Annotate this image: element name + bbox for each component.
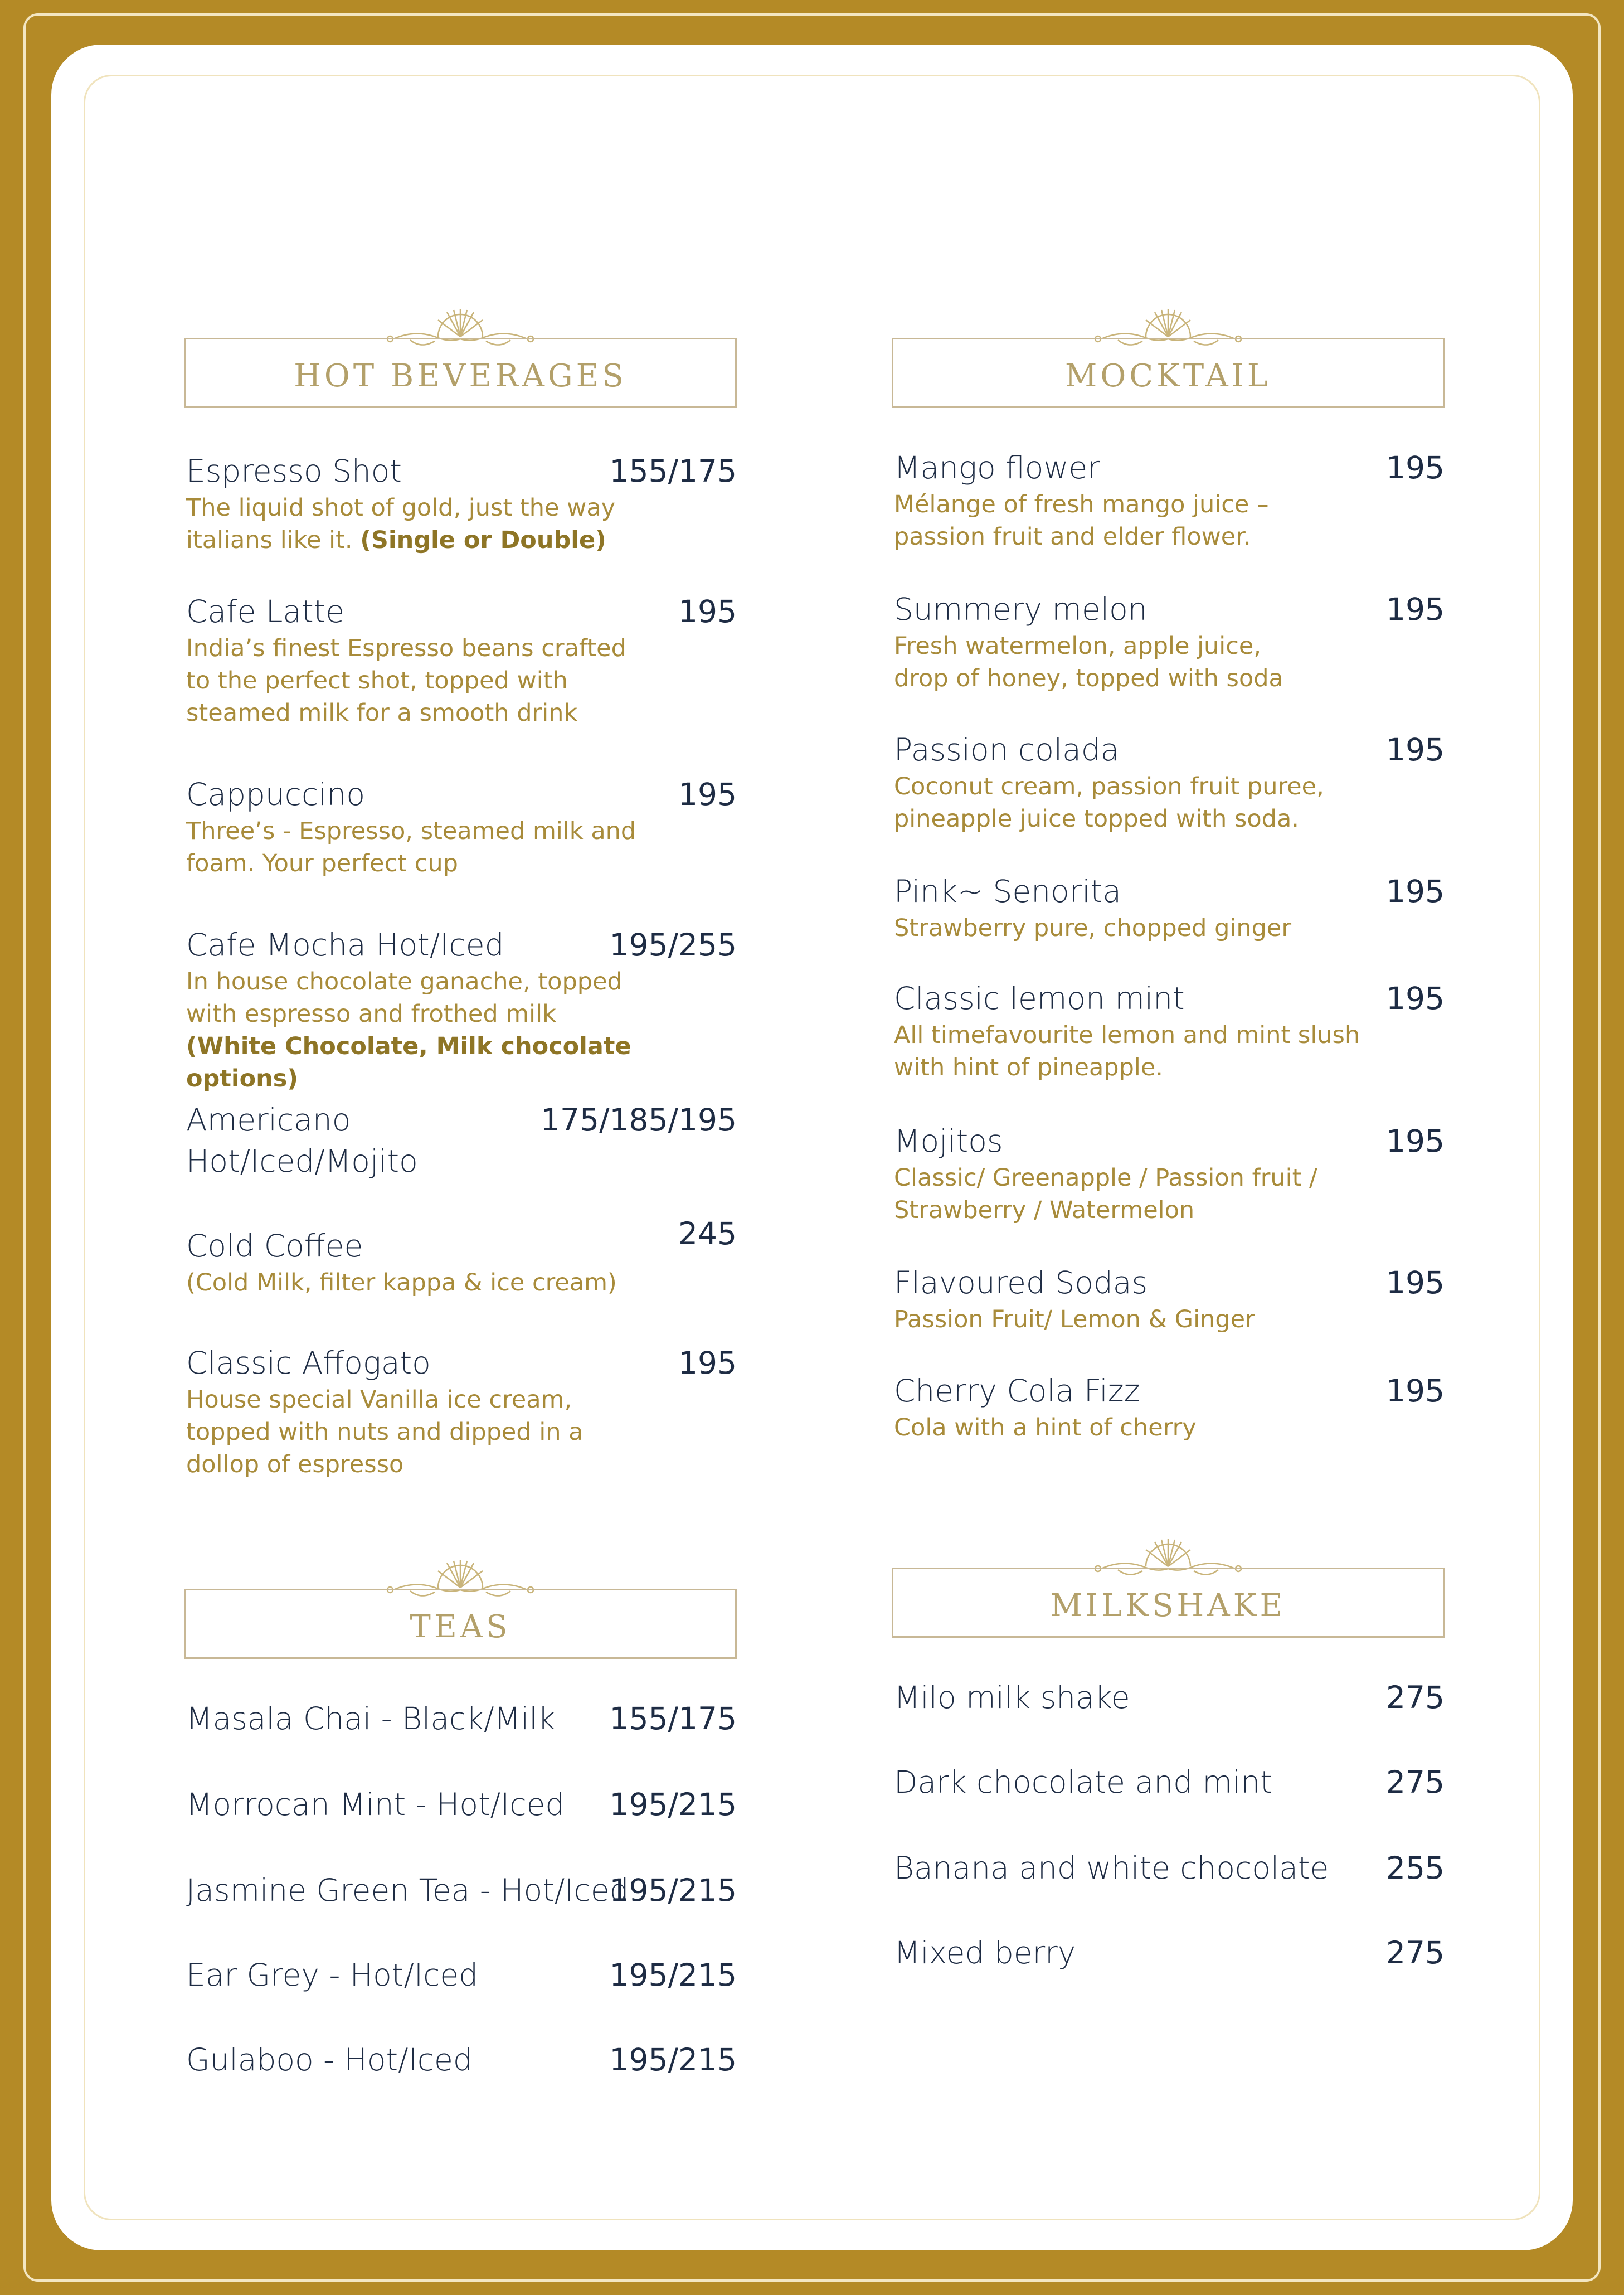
item-name: Cappuccino bbox=[186, 777, 366, 812]
section-title-box bbox=[184, 1589, 737, 1659]
item-name: Jasmine Green Tea - Hot/Iced bbox=[186, 1872, 629, 1908]
description-line: Strawberry pure, chopped ginger bbox=[894, 914, 1292, 942]
item-price: 195/215 bbox=[609, 2042, 737, 2078]
item-name: Espresso Shot bbox=[186, 453, 402, 489]
description-line: italians like it. bbox=[186, 526, 361, 554]
item-name: Americano bbox=[186, 1102, 351, 1138]
description-line: to the perfect shot, topped with bbox=[186, 667, 568, 695]
item-description bbox=[186, 1267, 737, 1299]
section-milkshake bbox=[892, 1531, 1445, 1971]
item-description bbox=[186, 1384, 737, 1481]
item-name: Mixed berry bbox=[894, 1935, 1076, 1971]
description-line: Strawberry / Watermelon bbox=[894, 1196, 1195, 1224]
item-price: 195 bbox=[1386, 732, 1445, 768]
description-line: Coconut cream, passion fruit puree, bbox=[894, 773, 1324, 800]
item-name: Classic lemon mint bbox=[894, 981, 1185, 1016]
item-name: Cafe Latte bbox=[186, 594, 345, 629]
menu-item bbox=[892, 1262, 1445, 1336]
description-highlight: (Single or Double) bbox=[360, 526, 606, 554]
section-header bbox=[892, 1531, 1445, 1642]
item-price: 195 bbox=[1386, 591, 1445, 627]
description-line: House special Vanilla ice cream, bbox=[186, 1386, 572, 1414]
description-line: All timefavourite lemon and mint slush bbox=[894, 1021, 1360, 1049]
description-line: Passion Fruit/ Lemon & Ginger bbox=[894, 1306, 1255, 1333]
item-name: Gulaboo - Hot/Iced bbox=[186, 2042, 473, 2078]
item-price: 195 bbox=[678, 594, 737, 629]
item-name: Milo milk shake bbox=[894, 1680, 1130, 1715]
item-name: Cherry Cola Fizz bbox=[894, 1373, 1140, 1409]
description-line: passion fruit and elder flower. bbox=[894, 523, 1251, 551]
item-price: 195/215 bbox=[609, 1872, 737, 1908]
item-description bbox=[894, 488, 1445, 553]
item-name-line-2: Hot/Iced/Mojito bbox=[186, 1143, 418, 1179]
item-description bbox=[894, 630, 1445, 695]
item-price: 255 bbox=[1386, 1850, 1445, 1886]
description-line: (Cold Milk, filter kappa & ice cream) bbox=[186, 1269, 617, 1297]
description-line: Three’s - Espresso, steamed milk and bbox=[186, 817, 636, 845]
item-name: Classic Affogato bbox=[186, 1345, 431, 1381]
item-price: 155/175 bbox=[609, 453, 737, 489]
menu-item bbox=[892, 1370, 1445, 1444]
description-line: Classic/ Greenapple / Passion fruit / bbox=[894, 1164, 1317, 1192]
description-line: with hint of pineapple. bbox=[894, 1054, 1163, 1081]
description-line: The liquid shot of gold, just the way bbox=[186, 494, 616, 522]
item-name: Dark chocolate and mint bbox=[894, 1764, 1272, 1800]
menu-item bbox=[892, 1120, 1445, 1226]
description-line: drop of honey, topped with soda bbox=[894, 664, 1283, 692]
menu-item bbox=[892, 589, 1445, 695]
item-price: 195 bbox=[1386, 1265, 1445, 1301]
item-name: Pink~ Senorita bbox=[894, 874, 1121, 909]
item-price: 195/255 bbox=[609, 927, 737, 963]
section-title-box bbox=[184, 338, 737, 408]
item-price: 195 bbox=[1386, 874, 1445, 909]
menu-item bbox=[184, 591, 737, 729]
section-header bbox=[184, 1552, 737, 1663]
item-description bbox=[894, 912, 1445, 944]
description-line: In house chocolate ganache, topped bbox=[186, 968, 623, 996]
section-title-box bbox=[892, 338, 1445, 408]
description-line: dollop of espresso bbox=[186, 1450, 404, 1478]
item-description bbox=[186, 492, 737, 556]
item-price: 245 bbox=[678, 1216, 737, 1251]
menu-item bbox=[184, 1698, 737, 1739]
item-name: Banana and white chocolate bbox=[894, 1850, 1329, 1886]
description-line: India’s finest Espresso beans crafted bbox=[186, 634, 626, 662]
menu-item bbox=[184, 1870, 737, 1911]
menu-item bbox=[892, 729, 1445, 835]
item-description bbox=[186, 815, 737, 880]
menu-item bbox=[892, 978, 1445, 1084]
item-description bbox=[186, 965, 737, 1095]
section-mocktail bbox=[892, 301, 1445, 1442]
menu-item bbox=[184, 450, 737, 556]
menu-item bbox=[892, 1847, 1445, 1889]
menu-item bbox=[184, 774, 737, 880]
section-title: MOCKTAIL bbox=[1065, 357, 1271, 394]
menu-item bbox=[892, 1932, 1445, 1973]
item-price: 195 bbox=[1386, 981, 1445, 1016]
description-line: steamed milk for a smooth drink bbox=[186, 699, 578, 727]
item-name: Mojitos bbox=[894, 1123, 1003, 1159]
item-price: 195 bbox=[1386, 1123, 1445, 1159]
item-price: 195 bbox=[678, 777, 737, 812]
item-description bbox=[894, 770, 1445, 835]
menu-item bbox=[184, 1954, 737, 1996]
menu-item bbox=[892, 1762, 1445, 1803]
section-title: MILKSHAKE bbox=[1050, 1587, 1286, 1624]
section-title: HOT BEVERAGES bbox=[294, 357, 627, 394]
item-description bbox=[894, 1162, 1445, 1226]
item-name: Morrocan Mint - Hot/Iced bbox=[186, 1787, 565, 1822]
description-highlight: (White Chocolate, Milk chocolate options) bbox=[186, 1032, 631, 1093]
description-line: Cola with a hint of cherry bbox=[894, 1414, 1197, 1442]
menu-item bbox=[184, 1216, 737, 1299]
item-price: 275 bbox=[1386, 1935, 1445, 1971]
description-line: with espresso and frothed milk bbox=[186, 1000, 556, 1028]
item-name: Masala Chai - Black/Milk bbox=[186, 1701, 556, 1736]
item-description bbox=[186, 632, 737, 729]
item-price: 155/175 bbox=[609, 1701, 737, 1736]
menu-item bbox=[184, 1784, 737, 1825]
item-description bbox=[894, 1411, 1445, 1444]
section-title: TEAS bbox=[410, 1608, 511, 1645]
section-title-box bbox=[892, 1568, 1445, 1638]
item-price: 275 bbox=[1386, 1764, 1445, 1800]
section-header bbox=[892, 301, 1445, 413]
menu-item bbox=[892, 871, 1445, 944]
item-price: 195 bbox=[1386, 1373, 1445, 1409]
item-name: Flavoured Sodas bbox=[894, 1265, 1148, 1301]
item-name: Cold Coffee bbox=[186, 1228, 363, 1264]
menu-item bbox=[892, 1677, 1445, 1718]
description-line: topped with nuts and dipped in a bbox=[186, 1418, 584, 1446]
item-price: 275 bbox=[1386, 1680, 1445, 1715]
item-name: Cafe Mocha Hot/Iced bbox=[186, 927, 504, 963]
section-hot-beverages bbox=[184, 301, 737, 1478]
description-line: foam. Your perfect cup bbox=[186, 850, 458, 877]
item-price: 195 bbox=[1386, 450, 1445, 486]
section-teas bbox=[184, 1552, 737, 2078]
item-name: Mango flower bbox=[894, 450, 1100, 486]
item-price: 195/215 bbox=[609, 1957, 737, 1993]
menu-item bbox=[184, 924, 737, 1095]
item-price: 195/215 bbox=[609, 1787, 737, 1822]
item-name: Passion colada bbox=[894, 732, 1120, 768]
description-line: pineapple juice topped with soda. bbox=[894, 805, 1299, 833]
item-name: Summery melon bbox=[894, 591, 1148, 627]
menu-item bbox=[184, 1099, 737, 1182]
menu-item bbox=[184, 1342, 737, 1481]
section-header bbox=[184, 301, 737, 413]
item-name: Ear Grey - Hot/Iced bbox=[186, 1957, 479, 1993]
menu-item bbox=[184, 2039, 737, 2080]
description-line: Mélange of fresh mango juice – bbox=[894, 491, 1269, 518]
description-line: Fresh watermelon, apple juice, bbox=[894, 632, 1261, 660]
item-price: 195 bbox=[678, 1345, 737, 1381]
item-description bbox=[894, 1019, 1445, 1084]
item-description bbox=[894, 1303, 1445, 1336]
menu-item bbox=[892, 447, 1445, 553]
item-price: 175/185/195 bbox=[541, 1102, 737, 1138]
